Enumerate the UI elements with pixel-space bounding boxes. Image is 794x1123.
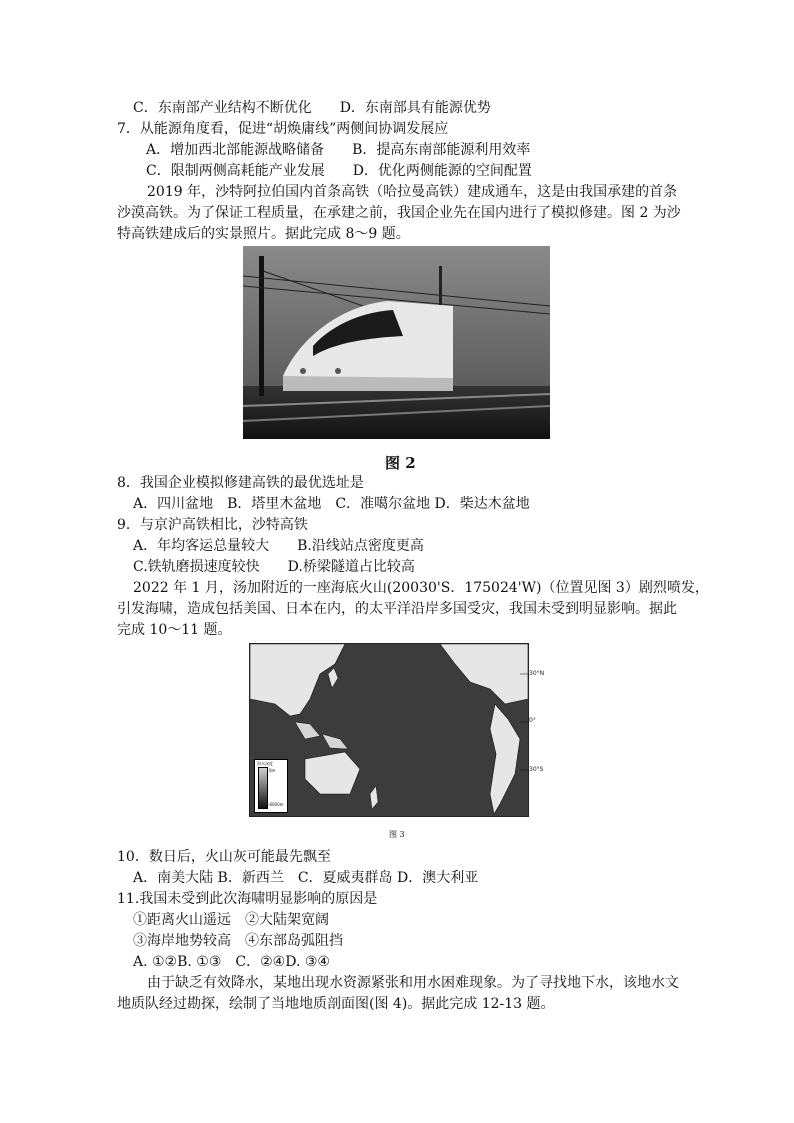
option-line: A．年均客运总量较大 B.沿线站点密度更高 bbox=[133, 538, 424, 554]
paragraph-line: 引发海啸，造成包括美国、日本在内，的太平洋沿岸多国受灾，我国未受到明显影响。据此 bbox=[117, 601, 677, 617]
lat-label-0: 0° bbox=[529, 717, 536, 724]
question-7: 7．从能源角度看，促进“胡焕庸线”两侧间协调发展应 bbox=[117, 121, 449, 137]
option-line: A．四川盆地 B．塔里木盆地 C．准噶尔盆地 D．柴达木盆地 bbox=[133, 496, 530, 512]
pacific-map bbox=[249, 643, 529, 817]
paragraph-line: 特高铁建成后的实景照片。据此完成 8～9 题。 bbox=[117, 226, 410, 242]
option-line: A．南美大陆 B．新西兰 C．夏威夷群岛 D．澳大利亚 bbox=[133, 870, 479, 886]
paragraph-line: 沙漠高铁。为了保证工程质量，在承建之前，我国企业先在国内进行了模拟修建。图 2 为沙 bbox=[117, 205, 681, 221]
figure-2-caption: 图 2 bbox=[385, 454, 416, 472]
option-line: A. ①②B. ①③ C．②④D. ③④ bbox=[133, 954, 330, 970]
paragraph-line: 地质队经过勘探，绘制了当地地质剖面图(图 4)。据此完成 12-13 题。 bbox=[117, 996, 555, 1012]
paragraph-line: 2019 年，沙特阿拉伯国内首条高铁（哈拉曼高铁）建成通车，这是由我国承建的首条 bbox=[147, 184, 678, 200]
paragraph-line: 由于缺乏有效降水，某地出现水资源紧张和用水困难现象。为了寻找地下水，该地水文 bbox=[147, 975, 679, 991]
question-11: 11.我国未受到此次海啸明显影响的原因是 bbox=[117, 891, 378, 907]
question-8: 8．我国企业模拟修建高铁的最优选址是 bbox=[117, 475, 364, 491]
option-line: ①距离火山遥远 ②大陆架宽阔 bbox=[133, 912, 329, 928]
question-10: 10．数日后，火山灰可能最先飘至 bbox=[117, 849, 331, 865]
legend-top-label: 0m bbox=[269, 768, 276, 773]
train-photo bbox=[243, 246, 550, 439]
option-line: A．增加西北部能源战略储备 B．提高东南部能源利用效率 bbox=[146, 142, 531, 158]
legend-title: 海水深度 bbox=[257, 761, 273, 766]
paragraph-line: 2022 年 1 月，汤加附近的一座海底火山(20030'S．175024'W)（位置见图 3）剧烈喷发， bbox=[133, 580, 709, 596]
text-line: C．东南部产业结构不断优化 D．东南部具有能源优势 bbox=[133, 100, 491, 116]
lat-label-30s: 30°S bbox=[529, 766, 544, 773]
option-line: C．限制两侧高耗能产业发展 D．优化两侧能源的空间配置 bbox=[146, 163, 532, 179]
option-line: ③海岸地势较高 ④东部岛弧阻挡 bbox=[133, 933, 343, 949]
question-9: 9．与京沪高铁相比，沙特高铁 bbox=[117, 517, 308, 533]
lat-label-30n: 30°N bbox=[529, 670, 545, 677]
legend-bar bbox=[258, 767, 268, 809]
legend-bottom-label: -6000m bbox=[268, 802, 284, 807]
paragraph-line: 完成 10～11 题。 bbox=[117, 622, 232, 638]
option-line: C.铁轨磨损速度较快 D.桥梁隧道占比较高 bbox=[133, 559, 415, 575]
figure-3-caption: 图 3 bbox=[389, 830, 405, 839]
depth-legend bbox=[254, 759, 288, 813]
